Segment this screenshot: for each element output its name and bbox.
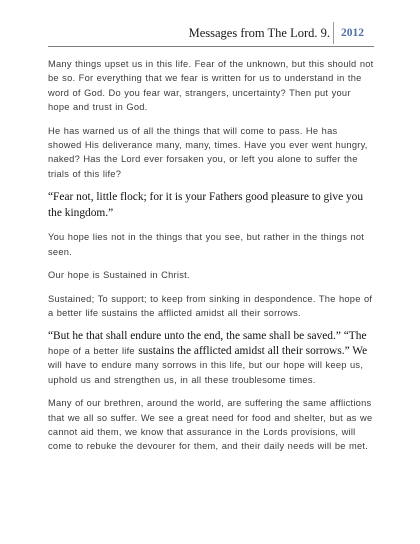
paragraph-6-rest: will have to endure many sorrows in this life, but our hope will keep us, uphold us and strengthen us, in all these troublesome times. [48, 360, 364, 385]
paragraph-6-serif-fragment: sustains the afflicted amidst all their sorrows.” We [138, 344, 368, 357]
scripture-quote-1: “Fear not, little flock; for it is your Fathers good pleasure to give you the kingdom.” [48, 191, 364, 219]
header-separator [333, 22, 334, 44]
header-title: Messages from The Lord. 9. [188, 26, 330, 40]
paragraph-6 [48, 329, 374, 387]
paragraph-3: You hope lies not in the things that you see, but rather in the things not seen. [48, 232, 365, 257]
paragraph-2: He has warned us of all the things that will come to pass. He has showed His deliverance many, many, times. Have you ever went hungry, naked? Has the Lord ever forsaken you, or left you alone to suffer the trials of this life? [48, 125, 368, 179]
paragraph-4: Our hope is Sustained in Christ. [48, 270, 190, 281]
page-header [0, 0, 420, 44]
paragraph-7: Many of our brethren, around the world, are suffering the same afflictions that we all so suffer. We see a great need for food and shelter, but as we cannot aid them, we know that assurance in the Lords provisions, will come to rebuke the devourer for them, and their daily needs will be met. [48, 398, 373, 452]
paragraph-5: Sustained; To support; to keep from sinking in despondence. The hope of a better life sustains the afflicted amidst all their sorrows. [48, 293, 373, 319]
paragraph-1: Many things upset us in this life. Fear of the unknown, but this should not be so. For everything that we fear is written for us to understand in the word of God. Do you fear war, strangers, uncertainty? Then put your hope and trust in God. [48, 59, 374, 113]
paragraph-6-sans-fragment: hope of a better life [48, 345, 135, 356]
header-rule [48, 46, 374, 47]
scripture-quote-2: “But he that shall endure unto the end, the same shall be saved.” “The [48, 330, 367, 343]
document-body [48, 57, 374, 463]
header-year: 2012 [341, 27, 364, 39]
